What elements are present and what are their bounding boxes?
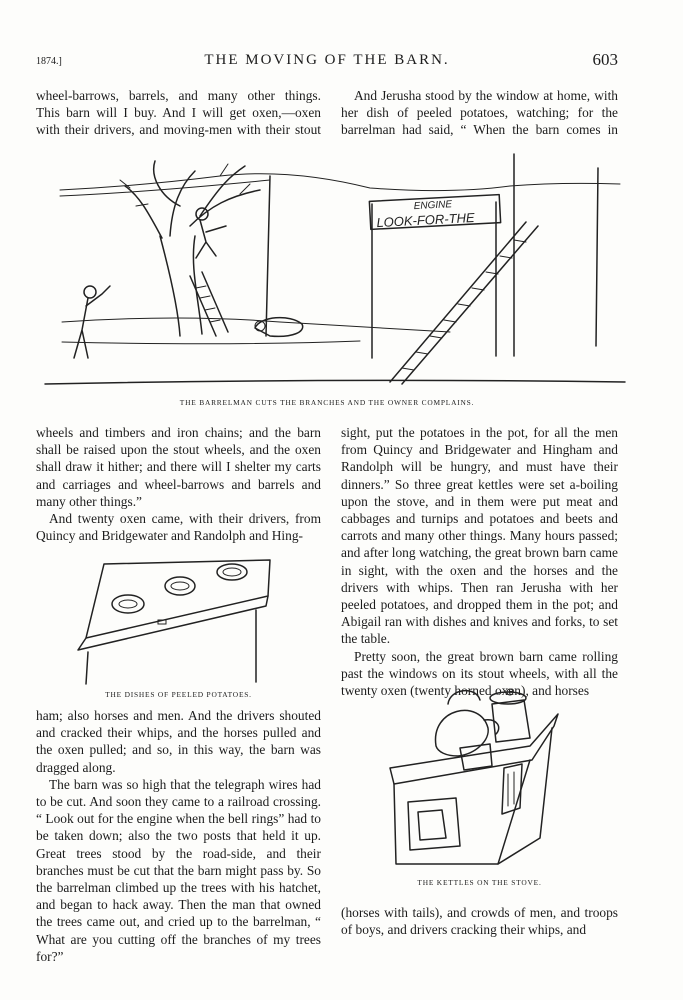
right-lower-text bbox=[341, 904, 618, 938]
running-header bbox=[36, 50, 618, 74]
paragraph: wheels and timbers and iron chains; and the barn shall be raised upon the stout wheels, and the oxen shall draw it hither; and there will I shelter my carts and carriages and wheel-barrows and barrels and many other things.” bbox=[36, 425, 321, 509]
issue-date: 1874.] bbox=[36, 56, 62, 67]
top-right-text bbox=[341, 87, 618, 139]
sign-text-look: LOOK-FOR-THE bbox=[376, 209, 475, 231]
text-line: barrelman had said, “ When the barn comes in bbox=[341, 122, 618, 138]
text-line: her dish of peeled potatoes, watching; for the bbox=[341, 105, 618, 121]
right-column-text bbox=[341, 424, 618, 699]
left-column-text bbox=[36, 424, 321, 544]
barrelman-illustration bbox=[30, 146, 630, 396]
paragraph: And twenty oxen came, with their drivers, from Quincy and Bridgewater and Randolph and Hing- bbox=[36, 511, 321, 544]
paragraph: sight, put the potatoes in the pot, for all the men from Quincy and Bridgewater and Hingham and Randolph will be hungry, and must have their dinners.” So three great kettles were set a-boiling upon the stove, and in them were put meat and cabbages and turnips and potatoes and beets and carrots and many other things. Many hours passed; and after long watching, the great brown barn came in sight, with the oxen and the horses and the drivers with whips. Then ran Jerusha with her peeled potatoes, and dropped them in the pot; and Abigail ran with dishes and knives and forks, to set the table. bbox=[341, 425, 618, 647]
text-line: And Jerusha stood by the window at home, with bbox=[354, 88, 618, 103]
stove-illustration bbox=[380, 668, 580, 878]
page-number: 603 bbox=[592, 50, 618, 69]
paragraph: (horses with tails), and crowds of men, and troops of boys, and drivers cracking their whips, and bbox=[341, 905, 618, 938]
text-line: with their drivers, and moving-men with their stout bbox=[36, 122, 321, 138]
sign-text-engine: ENGINE bbox=[413, 199, 453, 213]
text-line: This barn will I buy. And I will get oxen,—oxen bbox=[36, 105, 321, 121]
paragraph: Pretty soon, the great brown barn came rolling past the windows on its stout wheels, with all the twenty oxen (twenty horned oxen), and horses bbox=[341, 648, 618, 699]
caption-kettles: THE KETTLES ON THE STOVE. bbox=[417, 878, 542, 887]
left-lower-text bbox=[36, 707, 321, 965]
caption-barrelman: THE BARRELMAN CUTS THE BRANCHES AND THE OWNER COMPLAINS. bbox=[179, 398, 475, 407]
paragraph: The barn was so high that the telegraph wires had to be cut. And soon they came to a railroad crossing. “ Look out for the engine when the bell rings” had to be taken down; also the two posts that held it up. Great trees stood by the road-side, and their branches must be cut that the barn might pass by. So the barrelman climbed up the trees with his hatchet, and began to hack away. Then the man that owned the trees came out, and cried up to the barrelman, “ What are you cutting off the branches of my trees for?” bbox=[36, 776, 321, 964]
top-left-text bbox=[36, 87, 321, 139]
caption-potatoes: THE DISHES OF PEELED POTATOES. bbox=[105, 690, 252, 699]
text-line: wheel-barrows, barrels, and many other things. bbox=[36, 88, 321, 103]
potatoes-illustration bbox=[60, 556, 300, 686]
running-title: THE MOVING OF THE BARN. bbox=[204, 52, 450, 68]
paragraph: ham; also horses and men. And the drivers shouted and cracked their whips, and the horses pulled and the oxen pulled; and so, in this way, the barn was dragged along. bbox=[36, 708, 321, 775]
